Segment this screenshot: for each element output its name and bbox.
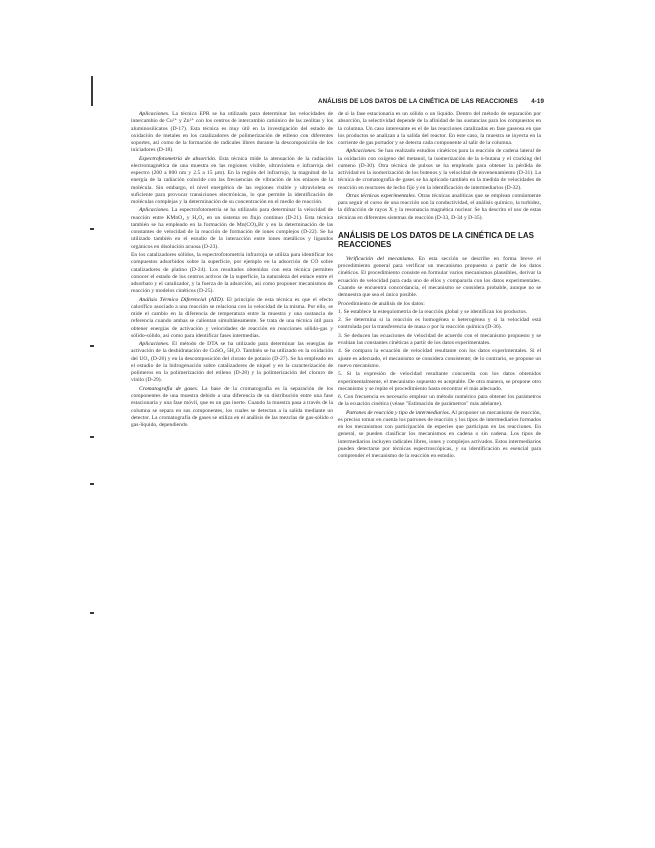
paragraph-text: Otras técnicas analíticas que se emplean comúnmente para seguir el curso de una reacción son la conductividad, el análisis químico, la turbidez, la difracción de rayos X y la resonancia magnética nuclear. Se ha descrito el uso de estas técnicas en diferentes sistemas de reacción (D-33, D-34 y D-35). <box>338 192 541 221</box>
paragraph-text: La técnica EPR se ha utilizado para determinar las velocidades de intercambio de Cu²⁺ y Zn²⁺ con los centros de intercambio catiónico de las zeolitas y los aluminosilicatos (D-17). Esta técnica es muy útil en la investigación del estado de oxidación de metales en los catalizadores de polimerización de etileno con diferentes soportes, así como de la formación de radicales libres durante la descomposición de los iniciadores (D-18). <box>131 111 333 154</box>
paragraph-lead: Verificación del mecanismo. <box>346 255 415 262</box>
paragraph <box>131 386 333 430</box>
paragraph-lead: Aplicaciones. <box>139 111 170 117</box>
paragraph-text: Procedimiento de análisis de los datos: <box>338 300 425 307</box>
paragraph-lead: Análisis Térmico Diferencial (ATD). <box>139 296 225 303</box>
paragraph-text: El principio de esta técnica es que el efecto calorífico asociado a una reacción se relaciona con la velocidad de la misma. Por ello, se mide el cambio en la diferencia de temperatura entre la muestra y una sustancia de referencia cuando ambas se calientan simultáneamente. Se trata de una técnica útil para obtener energías de activación y velocidades de reacción en reacciones sólido-gas y sólido-sólido, así como para identificar fases intermedias. <box>131 296 334 339</box>
paragraph <box>131 156 333 207</box>
section-heading: ANÁLISIS DE LOS DATOS DE LA CINÉTICA DE LAS REACCIONES <box>338 230 535 250</box>
paragraph-text: En los catalizadores sólidos, la espectrofotometría infrarroja se utiliza para identificar los compuestos adsorbidos sobre la superficie, por ejemplo en la adsorción de CO sobre catalizadores de platino (D-24). Los resultados obtenidos con esta técnica permiten conocer el estado de los centros activos de la superficie, la naturaleza del enlace entre el adsorbato y el catalizador, y la fuerza de la adsorción, así como proponer mecanismos de reacción y modelos cinéticos (D-25). <box>131 252 333 295</box>
paragraph <box>131 207 333 251</box>
paragraph-text: 3. Se deducen las ecuaciones de velocidad de acuerdo con el mecanismo propuesto y se evalúan las constantes cinéticas a partir de los datos experimentales. <box>338 332 541 347</box>
binding-tick <box>90 483 94 485</box>
binding-tick <box>90 345 94 347</box>
paragraph <box>338 309 541 316</box>
right-column-intro <box>338 111 541 222</box>
running-head <box>318 98 544 105</box>
paragraph-text: 4. Se compara la ecuación de velocidad resultante con los datos experimentales. Si el ajuste es adecuado, el mecanismo se considera consistente; de lo contrario, se propone un nuevo mecanismo. <box>338 348 541 369</box>
paragraph <box>338 111 541 147</box>
paragraph-text: La espectrofotometría se ha utilizado para determinar la velocidad de reacción entre KMnO₄ y H₂O₂ en un sistema en flujo continuo (D-21). Esta técnica también se ha empleado en la formación de Mn(CO)₅Br y en la determinación de las constantes de velocidad de la reacción de formación de iones complejos (D-22). Se ha utilizado también en el estudio de la interacción entre iones metálicos y ligandos orgánicos en disolución acuosa (D-23). <box>131 207 333 250</box>
paragraph-text: 1. Se establece la estequiometría de la reacción global y se identifican los productos. <box>338 308 528 315</box>
paragraph-lead: Cromatografía de gases. <box>139 385 199 392</box>
paragraph <box>338 317 541 332</box>
paragraph-text: Al proponer un mecanismo de reacción, es preciso tomar en cuenta los patrones de reacción y los tipos de intermediarios formados en los mecanismos con participación de especies que participan en las reacciones. En general, se pueden clasificar los mecanismos en cadena o sin cadena. Los tipos de intermediarios incluyen radicales libres, iones y complejos activados. Estos intermediarios pueden detectarse por técnicas espectroscópicas, y su identificación es esencial para comprender el mecanismo de la reacción en estudio. <box>338 409 542 460</box>
paragraph <box>338 256 541 300</box>
paragraph <box>338 148 541 192</box>
paragraph <box>338 394 541 409</box>
paragraph-lead: Patrones de reacción y tipo de intermediarios. <box>346 409 451 416</box>
binding-rule-top <box>91 76 93 106</box>
paragraph <box>338 193 541 222</box>
paragraph-text: 5. Si la expresión de velocidad resultante concuerda con los datos obtenidos experimentalmente, el mecanismo supuesto es aceptable. De otra manera, se propone otro mecanismo y se repite el procedimiento hasta encontrar el más adecuado. <box>338 371 541 392</box>
paragraph-text: La base de la cromatografía es la separación de los componentes de una muestra debido a una diferencia de su distribución entre una fase estacionaria y una fase móvil, que es un gas inerte. Cuando la muestra pasa a través de la columna se separa en sus componentes, los cuales se detectan a la salida mediante un detector. La cromatografía de gases se utiliza en el análisis de las mezclas de gas-sólido o gas-líquido, dependiendo <box>131 385 334 429</box>
paragraph <box>338 371 541 393</box>
paragraph <box>131 111 333 155</box>
paragraph-text: El método de DTA se ha utilizado para determinar las energías de activación de la deshidratación de CuSO₄·5H₂O. También se ha utilizado en la oxidación del UO₂ (D-26) y en la descomposición del clorato de potasio (D-27). Se ha empleado en el estudio de la hidrogenación sobre catalizadores de níquel y en la caracterización de polímeros en la polimerización del etileno (D-28) y la polimerización del cloruro de vinilo (D-29). <box>131 341 333 384</box>
paragraph-lead: Aplicaciones. <box>139 341 170 348</box>
paragraph <box>131 341 333 385</box>
paragraph-text: 2. Se determina si la reacción es homogénea o heterogénea y si la velocidad está controlada por la transferencia de masa o por la reacción química (D-36). <box>338 317 541 331</box>
right-column <box>338 111 541 462</box>
binding-tick <box>90 228 94 230</box>
paragraph <box>131 297 333 341</box>
binding-tick <box>90 436 94 438</box>
paragraph-text: Se han realizado estudios cinéticos para la reacción de cadena lateral de la oxidación con oxígeno del metanol, la isomerización de la n-butana y el cracking del cumeno (D-30). Otra técnica de pulsos se ha empleado para obtener la pérdida de actividad en la isomerización de los butenos y la velocidad de envenenamiento (D-31). La técnica de cromatografía de gases se ha aplicado también en la medida de velocidades de reacción en reactores de lecho fijo y en la identificación de intermediarios (D-32). <box>338 148 541 191</box>
paragraph-text: En esta sección se describe en forma breve el procedimiento general para verificar un mecanismo propuesto a partir de los datos cinéticos. El procedimiento consiste en formular varios mecanismos plausibles, derivar la ecuación de velocidad para cada uno de ellos y compararla con los datos experimentales. Cuando se encuentra concordancia, el mecanismo se considera probable, aunque no se demuestra que sea el único posible. <box>338 255 541 299</box>
paragraph-text: 6. Con frecuencia es necesario emplear un método numérico para obtener los parámetros de la ecuación cinética (véase "Estimación de parámetros" más adelante). <box>338 394 541 408</box>
page-number: 4-19 <box>531 98 544 105</box>
paragraph <box>131 252 333 296</box>
paragraph-lead: Espectrofotometría de absorción. <box>139 155 217 162</box>
paragraph <box>338 333 541 348</box>
binding-tick <box>90 612 94 614</box>
running-title: ANÁLISIS DE LOS DATOS DE LA CINÉTICA DE LAS REACCIONES <box>318 98 518 105</box>
paragraph <box>338 348 541 370</box>
paragraph <box>338 410 541 461</box>
paragraph-lead: Aplicaciones. <box>139 207 170 214</box>
paragraph-text: Esta técnica mide la atenuación de la radiación electromagnética de una muestra en las regiones visible, ultravioleta e infrarroja del espectro (200 a 800 nm y 2.5 a 15 µm). En la región del infrarrojo, la magnitud de la energía de la radiación coincide con las frecuencias de vibración de los enlaces de la molécula. Sin embargo, el nivel energético de las regiones visible y ultravioleta es suficiente para provocar transiciones electrónicas, lo que permite la identificación de moléculas complejas y la determinación de su concentración en el medio de reacción. <box>131 155 333 206</box>
left-column <box>131 111 333 430</box>
right-column-section-body <box>338 256 541 461</box>
paragraph-lead: Aplicaciones. <box>346 148 377 155</box>
paragraph-lead: Otras técnicas experimentales. <box>346 192 417 199</box>
paragraph-text: de si la fase estacionaria es un sólido o un líquido. Dentro del método de separación por absorción, la selectividad depende de la afinidad de las sustancias para los compuestos en la columna. Un caso interesante es el de las reacciones catalizadas en fase gaseosa en que los productos se analizan a la salida del reactor. En este caso, la muestra se inyecta en la corriente de gas portador y se detecta cada componente al salir de la columna. <box>338 111 541 146</box>
paragraph <box>338 301 541 308</box>
